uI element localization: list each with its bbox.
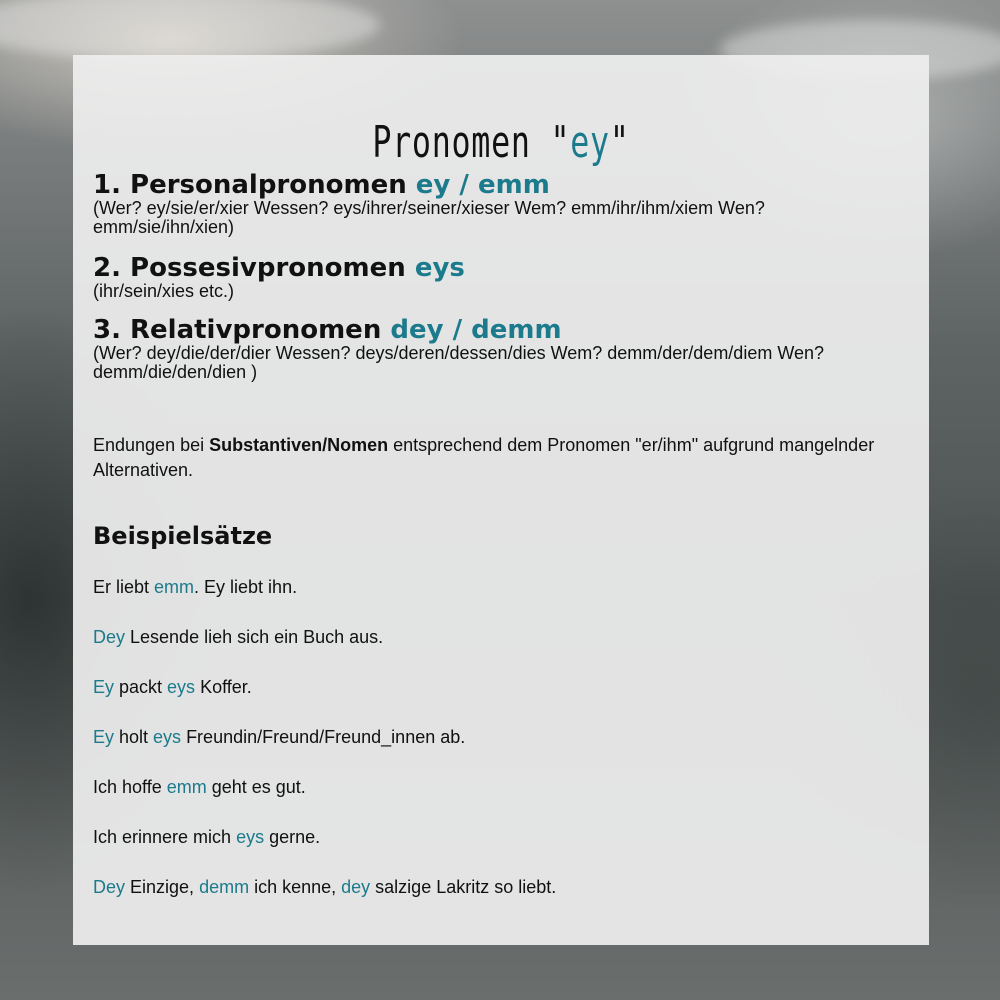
sentence-text: Freundin/Freund/Freund_innen ab. <box>181 727 466 747</box>
pronoun-highlight: eys <box>236 827 265 847</box>
note-text: Endungen bei Substantiven/Nomen entsprechend dem Pronomen "er/ihm" aufgrund mangelnder Alternativen. <box>93 435 875 480</box>
sentence-text: . Ey liebt ihn. <box>194 577 298 597</box>
pronoun-highlight: emm <box>154 577 195 597</box>
section-heading: 1. Personalpronomen ey / emm <box>93 170 550 200</box>
example-sentence <box>93 777 306 798</box>
section-description: (ihr/sein/xies etc.) <box>93 281 235 301</box>
sentence-text: Ich hoffe <box>93 777 167 797</box>
sentence-text: geht es gut. <box>206 777 306 797</box>
sentence-text: packt <box>114 677 168 697</box>
sentence-text: Einzige, <box>125 877 200 897</box>
pronoun-highlight: eys <box>167 677 196 697</box>
pronoun-highlight: demm <box>199 877 250 897</box>
example-sentence <box>93 627 383 648</box>
pronoun-highlight: emm <box>166 777 207 797</box>
content-card <box>73 55 929 945</box>
sentence-text: holt <box>114 727 154 747</box>
sentence-text: Ich erinnere mich <box>93 827 237 847</box>
pronoun-highlight: dey <box>341 877 371 897</box>
page-title: Pronomen "ey" <box>372 117 630 168</box>
pronoun-highlight: eys <box>153 727 182 747</box>
section-description: (Wer? ey/sie/er/xier Wessen? eys/ihrer/seiner/xieser Wem? emm/ihr/ihm/xiem Wen? emm/sie/ihn/xien) <box>93 198 765 237</box>
section-relative-pronouns <box>93 316 903 382</box>
example-sentence <box>93 877 556 898</box>
sentence-text: ich kenne, <box>249 877 342 897</box>
sentence-text: Koffer. <box>195 677 252 697</box>
sentence-text: Lesende lieh sich ein Buch aus. <box>125 627 384 647</box>
example-sentence <box>93 727 465 748</box>
pronoun-highlight: Ey <box>93 727 115 747</box>
examples-heading: Beispielsätze <box>93 522 273 550</box>
sentence-text: salzige Lakritz so liebt. <box>370 877 557 897</box>
pronoun-highlight: Dey <box>93 627 126 647</box>
pronoun-highlight: Ey <box>93 677 115 697</box>
example-sentence <box>93 827 320 848</box>
sentence-text: Er liebt <box>93 577 155 597</box>
example-sentence <box>93 677 252 698</box>
sentence-text: gerne. <box>264 827 321 847</box>
section-heading: 3. Relativpronomen dey / demm <box>93 315 562 345</box>
section-description: (Wer? dey/die/der/dier Wessen? deys/deren/dessen/dies Wem? demm/der/dem/diem Wen? demm/die/den/dien ) <box>93 343 825 382</box>
section-possessive-pronouns <box>93 254 903 301</box>
pronoun-highlight: Dey <box>93 877 126 897</box>
section-heading: 2. Possesivpronomen eys <box>93 253 465 283</box>
example-sentence <box>93 577 297 598</box>
title-accent: ey <box>570 117 610 168</box>
background-streak <box>0 0 380 60</box>
section-personal-pronouns <box>93 171 903 237</box>
